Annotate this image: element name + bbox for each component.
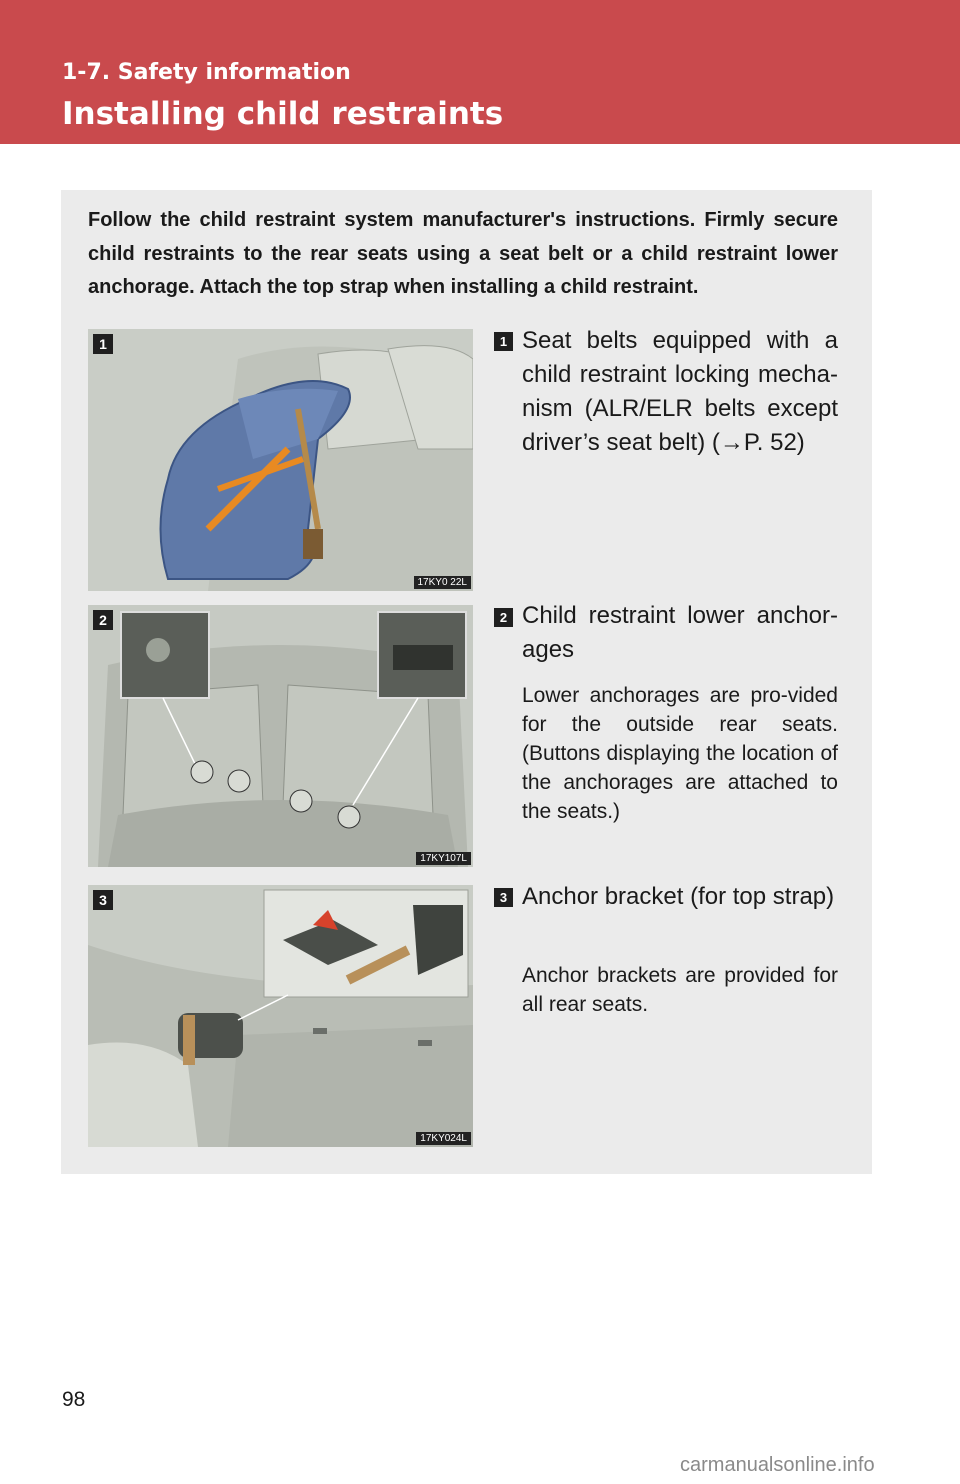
caption-marker-3: 3: [494, 888, 513, 907]
caption-marker-2: 2: [494, 608, 513, 627]
lower-anchorages-illustration: [88, 605, 473, 867]
caption-2-detail: Lower anchorages are pro-vided for the outside rear seats. (Buttons displaying the location of the anchorages are attached to the seats.): [522, 684, 838, 823]
figure-code-3: 17KY024L: [416, 1132, 471, 1145]
figure-code-2: 17KY107L: [416, 852, 471, 865]
figure-number-2: 2: [93, 610, 113, 630]
figure-number-3: 3: [93, 890, 113, 910]
caption-3: Anchor bracket (for top strap): [522, 883, 835, 910]
caption-3-detail: Anchor brackets are provided for all rear seats.: [522, 964, 838, 1016]
intro-paragraph: Follow the child restraint system manufacturer's instructions. Firmly secure child restraints to the rear seats using a seat belt or a child restraint lower anchorage. Attach the top strap when installing a child restraint.: [88, 209, 838, 298]
caption-1: Seat belts equipped with a child restraint locking mecha-nism (ALR/ELR belts except driver’s seat belt) (→P. 52): [522, 327, 838, 456]
watermark: carmanualsonline.info: [680, 1454, 875, 1476]
figure-number-1: 1: [93, 334, 113, 354]
caption-2: Child restraint lower anchor-ages: [522, 602, 838, 663]
figure-code-1: 17KY0 22L: [414, 576, 472, 589]
section-label: 1-7. Safety information: [62, 60, 351, 85]
child-seat-illustration: [88, 329, 473, 591]
page-number: 98: [62, 1388, 86, 1411]
figure-1-child-seat: [88, 329, 473, 591]
header-bar: [0, 0, 960, 144]
caption-marker-1: 1: [494, 332, 513, 351]
figure-2-lower-anchorages: [88, 605, 473, 867]
page-title: Installing child restraints: [62, 96, 504, 132]
figure-3-anchor-bracket: [88, 885, 473, 1147]
anchor-bracket-illustration: [88, 885, 473, 1147]
